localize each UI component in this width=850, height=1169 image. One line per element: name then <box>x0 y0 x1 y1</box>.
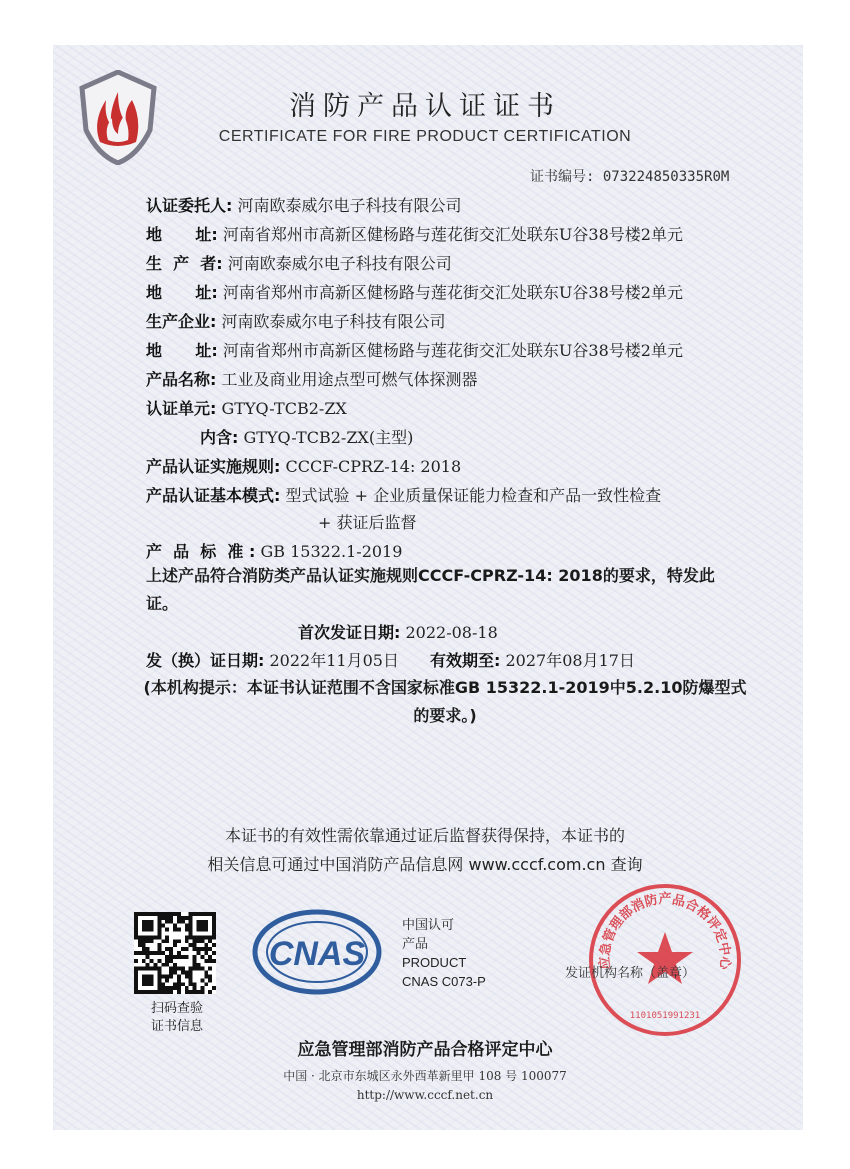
producer-address-label: 地 址: <box>146 283 218 302</box>
field-mode <box>146 483 661 506</box>
standard-value: GB 15322.1-2019 <box>260 542 403 561</box>
contains-label: 内含: <box>200 428 239 447</box>
notice-line-2: 的要求。) <box>413 706 477 725</box>
cnas-logo-icon <box>250 905 385 1000</box>
official-seal-icon <box>585 880 745 1040</box>
cnas-accreditation-text <box>402 915 486 991</box>
field-producer-address <box>146 280 683 303</box>
client-label: 认证委托人: <box>146 196 233 215</box>
qr-code-icon[interactable] <box>134 912 216 994</box>
factory-label: 生产企业: <box>146 312 217 331</box>
cnas-line: PRODUCT <box>402 955 467 970</box>
first-issue-label: 首次发证日期: <box>298 623 401 642</box>
seal-ring-text: 应急管理部消防产品合格评定中心 <box>597 892 733 970</box>
mode-value-1: 型式试验 + 企业质量保证能力检查和产品一致性检查 <box>285 486 662 505</box>
factory-address-value: 河南省郑州市高新区健杨路与莲花街交汇处联东U谷38号楼2单元 <box>222 341 683 360</box>
producer-label: 生 产 者: <box>146 254 223 273</box>
producer-value: 河南欧泰威尔电子科技有限公司 <box>227 254 452 273</box>
field-rules <box>146 454 461 477</box>
validity-note-1: 本证书的有效性需依靠通过证后监督获得保持，本证书的 <box>224 826 625 845</box>
field-client <box>146 193 462 216</box>
organization-website[interactable]: http://www.cccf.net.cn <box>356 1088 494 1102</box>
field-unit <box>146 396 347 419</box>
product-value: 工业及商业用途点型可燃气体探测器 <box>221 370 478 389</box>
field-factory <box>146 309 446 332</box>
qr-caption-line-1: 扫码查验 <box>150 1001 203 1016</box>
product-label: 产品名称: <box>146 370 217 389</box>
factory-address-label: 地 址: <box>146 341 218 360</box>
issuing-organization: 应急管理部消防产品合格评定中心 <box>297 1040 553 1060</box>
certificate-number-label: 证书编号: <box>530 169 595 185</box>
client-value: 河南欧泰威尔电子科技有限公司 <box>237 196 462 215</box>
field-contains <box>200 425 413 448</box>
producer-address-value: 河南省郑州市高新区健杨路与莲花街交汇处联东U谷38号楼2单元 <box>222 283 683 302</box>
field-standard <box>146 539 402 562</box>
qr-caption <box>132 1000 222 1036</box>
valid-until-label: 有效期至: <box>430 651 501 670</box>
factory-value: 河南欧泰威尔电子科技有限公司 <box>221 312 446 331</box>
first-issue-date <box>298 620 498 643</box>
certificate-number-value: 073224850335R0M <box>602 169 730 185</box>
certificate-number <box>530 166 729 186</box>
valid-until-value: 2027年08月17日 <box>505 651 635 670</box>
field-producer <box>146 251 452 274</box>
field-product <box>146 367 478 390</box>
compliance-statement: 上述产品符合消防类产品认证实施规则CCCF-CPRZ-14: 2018的要求，特发此证。 <box>146 566 715 613</box>
field-factory-address <box>146 338 683 361</box>
issue-date <box>146 648 399 671</box>
issue-date-label: 发（换）证日期: <box>146 651 265 670</box>
field-mode-continued <box>318 510 417 533</box>
client-address-value: 河南省郑州市高新区健杨路与莲花街交汇处联东U谷38号楼2单元 <box>222 225 683 244</box>
unit-value: GTYQ-TCB2-ZX <box>221 399 347 418</box>
cnas-line: 产品 <box>402 936 429 951</box>
cnas-logo-text: CNAS <box>268 935 366 973</box>
unit-label: 认证单元: <box>146 399 217 418</box>
field-client-address <box>146 222 683 245</box>
seal-number: 1101051991231 <box>629 1011 701 1021</box>
organization-address: 中国 · 北京市东城区永外西革新里甲 108 号 100077 <box>283 1069 567 1083</box>
validity-note-2: 相关信息可通过中国消防产品信息网 www.cccf.com.cn 查询 <box>207 855 643 874</box>
certificate-title-english: CERTIFICATE FOR FIRE PRODUCT CERTIFICATION <box>218 128 632 145</box>
rules-label: 产品认证实施规则: <box>146 457 281 476</box>
valid-until <box>430 648 635 671</box>
cnas-line: 中国认可 <box>402 917 455 932</box>
mode-value-2: + 获证后监督 <box>318 513 417 532</box>
seal-caption: 发证机构名称（盖章） <box>565 966 696 981</box>
client-address-label: 地 址: <box>146 225 218 244</box>
contains-value: GTYQ-TCB2-ZX(主型) <box>243 428 414 447</box>
issue-date-value: 2022年11月05日 <box>269 651 399 670</box>
standard-label: 产 品 标 准 : <box>146 542 256 561</box>
qr-caption-line-2: 证书信息 <box>150 1019 203 1034</box>
first-issue-value: 2022-08-18 <box>405 623 498 642</box>
cnas-line: CNAS C073-P <box>402 974 486 989</box>
rules-value: CCCF-CPRZ-14: 2018 <box>285 457 462 476</box>
mode-label: 产品认证基本模式: <box>146 486 281 505</box>
certificate-title: 消防产品认证证书 <box>289 91 561 122</box>
notice-line-1: (本机构提示：本证书认证范围不含国家标准GB 15322.1-2019中5.2.10防爆型式 <box>143 678 747 697</box>
